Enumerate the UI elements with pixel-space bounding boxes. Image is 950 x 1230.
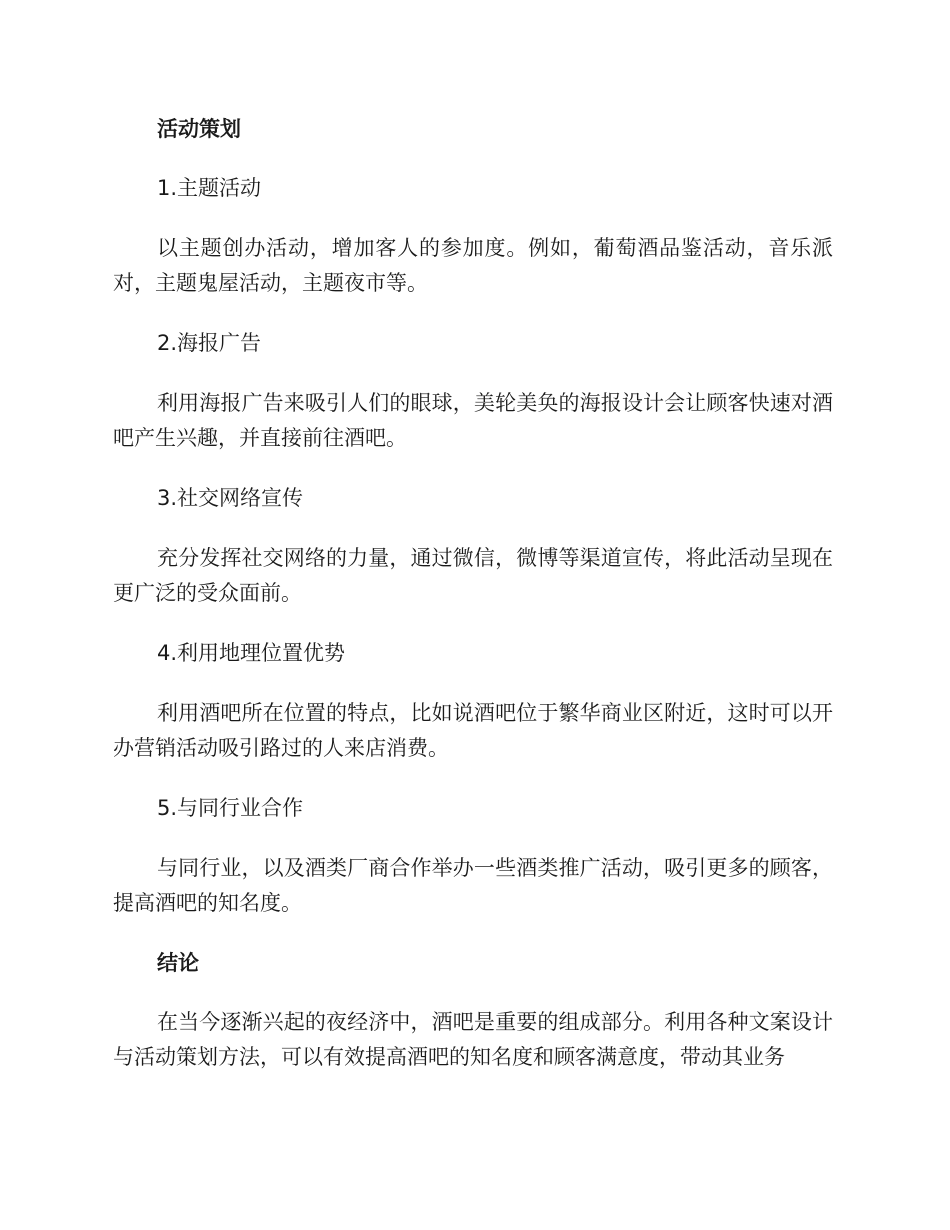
- section-heading-conclusion: 结论: [157, 951, 199, 975]
- section-heading-activity-planning: 活动策划: [157, 117, 241, 141]
- paragraph-conclusion: 在当今逐渐兴起的夜经济中，酒吧是重要的组成部分。利用各种文案设计与活动策划方法，可以有效提高酒吧的知名度和顾客满意度，带动其业务: [113, 1010, 833, 1069]
- subheading-social-network: 3.社交网络宣传: [157, 486, 304, 510]
- subheading-location-advantage: 4.利用地理位置优势: [157, 641, 346, 665]
- subheading-theme-activity: 1.主题活动: [157, 176, 262, 200]
- subheading-poster-ads: 2.海报广告: [157, 331, 262, 355]
- paragraph-theme-activity: 以主题创办活动，增加客人的参加度。例如，葡萄酒品鉴活动，音乐派对，主题鬼屋活动，主题夜市等。: [113, 236, 833, 295]
- paragraph-social-network: 充分发挥社交网络的力量，通过微信，微博等渠道宣传，将此活动呈现在更广泛的受众面前。: [113, 546, 833, 605]
- paragraph-industry-cooperation: 与同行业，以及酒类厂商合作举办一些酒类推广活动，吸引更多的顾客，提高酒吧的知名度。: [113, 856, 833, 915]
- subheading-industry-cooperation: 5.与同行业合作: [157, 796, 304, 820]
- paragraph-poster-ads: 利用海报广告来吸引人们的眼球，美轮美奂的海报设计会让顾客快速对酒吧产生兴趣，并直接前往酒吧。: [113, 391, 833, 450]
- paragraph-location-advantage: 利用酒吧所在位置的特点，比如说酒吧位于繁华商业区附近，这时可以开办营销活动吸引路过的人来店消费。: [113, 701, 833, 760]
- document-body: [113, 112, 833, 1075]
